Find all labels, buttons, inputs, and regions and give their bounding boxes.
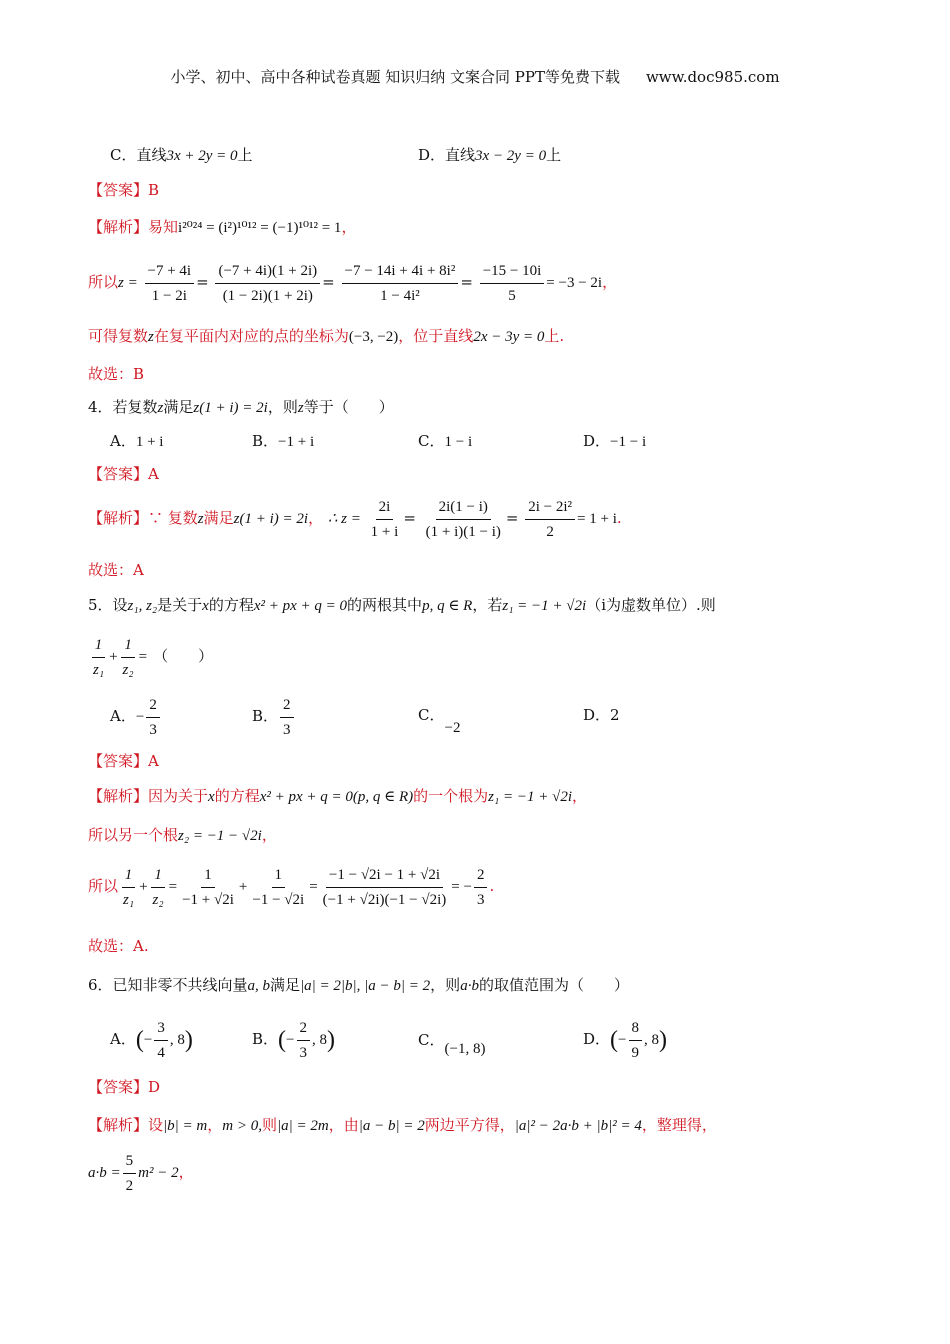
option-math: −1 + i [278,434,315,450]
analysis-math: = −3 − 2i [546,275,603,291]
fraction-den: −1 + √2i [182,891,234,908]
right-paren: ) [184,1027,193,1053]
option-label: C．直线 [110,146,167,164]
analysis-math: |b| = m [163,1118,208,1134]
fraction [145,261,195,306]
analysis-text: ∵ 复数 [148,509,198,527]
option-math: 3x + 2y = 0 [166,148,238,164]
analysis-text: ， [261,826,277,844]
q3-analysis-line2: 所以z = $\frac{-7 + 4i}{1 - 2i}$ = $\frac{(-7 + 4i)(1 + 2i)}{(1 - 2i)(1 + 2i)}$ = $\frac{\text{−7 − 14i + 4i + 8i²}}{\text{1 − 4i²}}$ = $\frac{-15 - 10i}{5}$ = −3 − 2i， [88,262,618,304]
q5-stem [88,595,716,616]
fraction-den: 2 [546,523,554,540]
fraction-den: 9 [631,1044,639,1061]
option-math: 1 + i [135,434,164,450]
fraction-den: 1 − 4i² [380,287,420,304]
q3-choice: 故选：B [88,365,145,383]
fraction [154,1018,168,1063]
fraction [150,865,167,910]
option-label: C． [418,706,445,724]
fraction [297,1018,311,1063]
analysis-math: m² − 2 [138,1165,179,1181]
stem-math: z [297,400,304,416]
analysis-math: m > 0, [222,1118,262,1134]
q4-analysis: 【解析】∵ 复数z满足z(1 + i) = 2i， ∴ z = $\frac{2i}{1 + i}$ = $\frac{2i(1 - i)}{(1 + i)(1 - i)}$ = $\frac{\text{2i − 2i²}}{2}$ = 1 + i. [88,498,622,540]
analysis-text: 两边平方得， [424,1116,515,1134]
option-label: B． [252,1030,279,1048]
stem-math: z₁, z₂ [127,598,158,614]
q5-option-c[interactable] [418,705,461,736]
answer-tag: 【答案】 [88,1078,149,1096]
fraction-den: (−1 + √2i)(−1 − √2i) [322,891,447,908]
analysis-text: ， [207,1116,223,1134]
answer-value: A [148,465,159,483]
option-label: A． [110,707,136,725]
analysis-math: (−3, −2) [348,329,399,345]
analysis-text: . [489,877,495,895]
option-math: , 8 [312,1032,327,1048]
option-math: (−1, 8) [444,1041,486,1057]
option-math: − [135,709,145,725]
operator: = [138,649,148,665]
analysis-math: |a|² − 2a·b + |b|² = 4 [514,1118,642,1134]
option-math: 3x − 2y = 0 [475,148,547,164]
option-label: C． [418,1031,445,1049]
fraction-den: (1 + i)(1 − i) [425,523,501,540]
q5-analysis-line3 [88,860,494,913]
fraction-den: 1 + i [370,523,399,540]
q5-option-b[interactable] [252,692,296,740]
q6-option-b[interactable]: B．(− $\frac{2}{3}$ , 8) [252,1019,335,1061]
fraction-num: 5 [123,1151,137,1174]
answer-tag: 【答案】 [88,181,149,199]
answer-tag: 【答案】 [88,752,149,770]
stem-text: 的取值范围为（ ） [478,976,629,994]
stem-math: |a| = 2|b|, |a − b| = 2 [300,978,431,994]
analysis-text: ，位于直线 [398,327,474,345]
stem-text: （ ） [153,647,214,665]
analysis-text: 的一个根为 [413,787,489,805]
analysis-math: a·b = [88,1165,121,1181]
option-label: D． [583,432,611,450]
fraction-den: 1 − 2i [151,287,187,304]
analysis-text: 设 [148,1116,164,1134]
operator: = − [451,879,472,895]
right-paren: ) [659,1027,667,1053]
analysis-math: z₁ = −1 + √2i [488,789,572,805]
stem-math: x² + px + q = 0 [253,598,348,614]
option-math: 1 − i [444,434,473,450]
q3-answer [88,180,159,200]
analysis-text: 满足 [203,509,234,527]
fraction-num: 2 [280,695,294,718]
analysis-math: 2x − 3y = 0 [473,329,545,345]
analysis-text: ，由 [328,1116,359,1134]
fraction-num: 2i(1 − i) [436,497,491,520]
analysis-text: ， [341,218,357,236]
stem-text: 满足 [270,976,301,994]
q5-stem-expression [88,632,213,681]
option-label: D．直线 [418,146,476,164]
q4-choice: 故选：A [88,561,144,579]
analysis-text: 则 [261,1116,277,1134]
option-tail: 上 [546,146,562,164]
q4-option-c[interactable] [418,431,472,452]
stem-text: ，若 [472,596,503,614]
option-math: −2 [444,720,461,736]
fraction-den: 2 [125,1177,134,1194]
left-paren: ( [135,1027,144,1053]
analysis-text: 的方程 [214,787,260,805]
q3-analysis-line1 [88,217,356,238]
q4-option-a[interactable] [110,431,163,452]
fraction-den: z₂ [152,891,164,908]
q4-option-b[interactable] [252,431,314,452]
fraction-num: 1 [121,635,135,658]
q6-option-d[interactable]: D．(− $\frac{8}{9}$ , 8) [583,1019,667,1061]
stem-math: z₁ = −1 + √2i [502,598,587,614]
fraction-num: −7 − 14i + 4i + 8i² [342,261,459,284]
analysis-text: ， [308,509,324,527]
q5-analysis-line2 [88,825,277,846]
analysis-math: |a − b| = 2 [358,1118,425,1134]
q4-stem [88,397,394,418]
q6-option-c[interactable] [418,1030,486,1057]
option-label: C． [418,432,445,450]
q5-option-a[interactable] [110,692,162,741]
page-header [0,66,950,87]
fraction-num: −7 + 4i [145,261,195,284]
analysis-text: ， [178,1163,194,1181]
option-label: B． [252,707,279,725]
analysis-text: ， [602,273,618,291]
stem-text: 等于（ ） [303,398,394,416]
stem-text: （i为虚数单位）.则 [586,596,716,614]
option-math: , 8 [644,1032,659,1048]
right-paren: ) [327,1027,335,1053]
fraction-num: 2 [474,865,488,888]
q6-analysis-line1 [88,1115,717,1136]
fraction-num: 1 [151,865,165,888]
fraction-num: (−7 + 4i)(1 + 2i) [215,261,320,284]
q4-answer [88,464,159,484]
option-math: −1 − i [610,434,647,450]
fraction-num: 1 [92,635,106,658]
analysis-math: z(1 + i) = 2i [233,511,309,527]
analysis-text: 所以 [88,877,119,895]
analysis-text: 所以 [88,273,119,291]
fraction [280,695,294,740]
fraction-den: 3 [283,721,291,738]
fraction [525,497,575,542]
fraction-den: 4 [157,1044,165,1061]
fraction [120,865,137,910]
option-label: D． [583,1030,611,1048]
fraction-num: 2 [297,1018,311,1041]
answer-value: B [148,181,160,199]
fraction-den: 3 [299,1044,307,1061]
fraction [480,261,545,306]
fraction [474,865,488,910]
stem-text: ，则 [430,976,461,994]
stem-math: a, b [247,978,271,994]
analysis-text: 因为关于 [148,787,209,805]
left-paren: ( [278,1027,287,1053]
operator: + [139,879,148,895]
analysis-math: x² + px + q = 0(p, q ∈ R) [259,789,414,805]
option-label: B． [252,432,279,450]
analysis-text: 可得复数 [88,327,149,345]
fraction [90,635,107,680]
stem-text: 是关于 [157,596,203,614]
q5-answer [88,751,159,771]
operator: = [168,879,178,895]
fraction-num: 8 [629,1018,643,1041]
answer-value: D [148,1078,161,1096]
left-paren: ( [610,1027,619,1053]
q5-choice: 故选：A. [88,937,149,955]
analysis-tag: 【解析】 [88,1116,149,1134]
analysis-text: ， [572,787,588,805]
analysis-math: z₂ = −1 − √2i [178,828,262,844]
stem-math: z(1 + i) = 2i [193,400,268,416]
fraction-num: 3 [154,1018,168,1041]
fraction-den: 3 [149,721,157,738]
fraction [249,865,307,910]
option-tail: 上 [237,146,253,164]
answer-value: A [148,752,159,770]
analysis-tag: 【解析】 [88,509,149,527]
q3-option-c[interactable] [110,145,253,166]
fraction-den: −1 − √2i [252,891,305,908]
analysis-text: . [616,509,622,527]
analysis-math: z [148,329,154,345]
option-label: A． [110,1030,136,1048]
fraction [423,497,504,542]
q3-option-d[interactable] [418,145,561,166]
option-label: A． [110,432,136,450]
q6-option-a[interactable]: A．(− $\frac{3}{4}$ , 8) [110,1019,193,1061]
operator: + [238,879,248,895]
stem-text: ，则 [267,398,298,416]
q5-option-d[interactable]: D．2 [583,706,620,724]
fraction-den: z₂ [122,661,134,678]
analysis-math: |a| = 2m [276,1118,329,1134]
q6-stem [88,975,629,996]
fraction-den: (1 − 2i)(1 + 2i) [222,287,313,304]
analysis-tag: 【解析】 [88,218,149,236]
analysis-text: 上. [544,327,565,345]
q4-option-d[interactable] [583,431,646,452]
fraction-num: −1 − √2i − 1 + √2i [326,865,443,888]
stem-math: z [157,400,164,416]
q6-answer [88,1077,160,1097]
analysis-math: x [208,789,215,805]
analysis-text: 所以另一个根 [88,826,179,844]
fraction-num: −15 − 10i [480,261,545,284]
q6-analysis-line2 [88,1148,194,1197]
analysis-text: 在复平面内对应的点的坐标为 [153,327,349,345]
fraction [120,635,137,680]
fraction-den: 5 [508,287,516,304]
fraction-num: 2i − 2i² [525,497,575,520]
analysis-text: 易知 [148,218,179,236]
answer-tag: 【答案】 [88,465,149,483]
stem-math: x [202,598,209,614]
header-url[interactable]: www.doc985.com [645,68,780,86]
fraction [146,695,160,740]
fraction-num: 2i [376,497,394,520]
stem-text: 的两根其中 [347,596,423,614]
fraction-den: 3 [476,891,485,908]
analysis-math: = 1 + i [577,511,617,527]
fraction [123,1151,137,1196]
analysis-text: ，整理得， [641,1116,717,1134]
analysis-tag: 【解析】 [88,787,149,805]
analysis-math: z [197,511,204,527]
fraction-num: 2 [146,695,160,718]
fraction [629,1018,643,1063]
fraction-den: z₁ [123,891,135,908]
stem-text: 5．设 [88,596,128,614]
fraction [320,865,450,910]
stem-math: p, q ∈ R [422,598,473,614]
fraction [179,865,237,910]
fraction [215,261,320,306]
q5-analysis-line1 [88,786,587,807]
stem-text: 4．若复数 [88,398,158,416]
operator: + [109,649,118,665]
fraction-num: 1 [201,865,215,888]
fraction-num: 1 [272,865,286,888]
option-math: , 8 [169,1032,185,1048]
stem-text: 满足 [163,398,194,416]
analysis-math: z = [118,275,138,291]
analysis-math: ∴ z = [327,511,361,527]
q3-analysis-line3 [88,326,564,347]
header-text: 小学、初中、高中各种试卷真题 知识归纳 文案合同 PPT等免费下载 [170,68,620,86]
stem-text: 6．已知非零不共线向量 [88,976,248,994]
stem-text: 的方程 [208,596,254,614]
stem-math: a·b [460,978,479,994]
fraction-num: 1 [122,865,136,888]
fraction-den: z₁ [93,661,105,678]
fraction [342,261,459,306]
analysis-math: i²⁰²⁴ = (i²)¹⁰¹² = (−1)¹⁰¹² = 1 [178,220,342,236]
operator: = [309,879,318,895]
fraction [368,497,402,542]
